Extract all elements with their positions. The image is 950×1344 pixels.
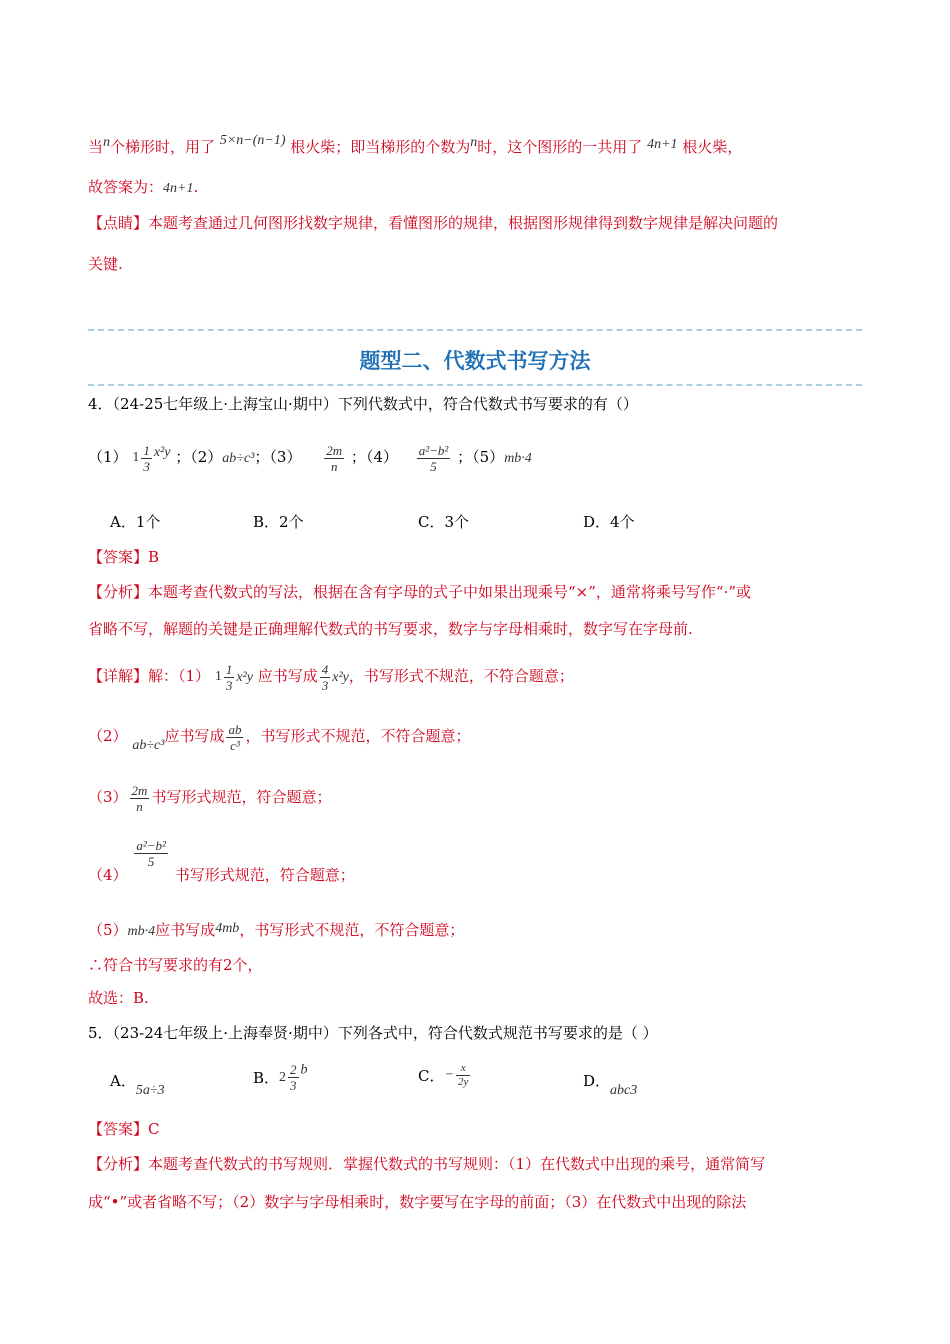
math-term: x²y <box>332 670 349 685</box>
separator: ； <box>254 448 270 466</box>
q4-option-d[interactable]: D．4个 <box>583 513 635 531</box>
denominator: 3 <box>290 1078 297 1093</box>
text: 当 <box>88 138 104 156</box>
option-c-fraction <box>456 1062 470 1089</box>
numerator: 2m <box>326 442 343 458</box>
text: ，书写形式不规范，不符合题意； <box>245 727 471 745</box>
q4-detail-4 <box>88 838 862 892</box>
text: 关键. <box>88 255 123 273</box>
math-n: n <box>103 135 111 150</box>
item1-expression <box>132 435 139 481</box>
section-divider-top <box>88 329 862 331</box>
math-expression: 4mb <box>215 921 240 936</box>
detail-2-fix-fraction <box>226 722 243 753</box>
denominator: n <box>136 798 143 814</box>
q4-analysis-1 <box>88 581 862 603</box>
q4-items <box>88 430 862 476</box>
minus-sign: − <box>444 1067 454 1083</box>
separator: ； <box>457 448 473 466</box>
numerator: a²−b² <box>418 442 449 458</box>
text: 应书写成 <box>155 921 216 939</box>
text: 书写形式规范，符合题意； <box>151 788 332 806</box>
text: 故答案为： <box>88 178 164 196</box>
detail-1-fix-fraction <box>320 662 331 693</box>
text: 个梯形时，用了 <box>110 138 216 156</box>
numerator: 1 <box>143 442 150 458</box>
q4-stem: 4．（24-25七年级上·上海宝山·期中）下列代数式中，符合代数式书写要求的有（） <box>88 395 638 413</box>
math-n: n <box>470 135 478 150</box>
text: 本题考查代数式的写法，根据在含有字母的式子中如果出现乘号“×”，通常将乘号写作“·”或 <box>148 583 752 601</box>
detail-1-fraction <box>224 662 235 693</box>
separator: ； <box>350 448 366 466</box>
separator: ； <box>175 448 191 466</box>
numerator: 2m <box>131 782 148 798</box>
math-expression: 5a÷3 <box>135 1083 165 1098</box>
math-expression: ab÷c³ <box>132 738 165 753</box>
q4-detail-2 <box>88 714 862 758</box>
item-label: （2） <box>190 448 223 466</box>
analysis-tag: 【分析】 <box>88 1155 149 1173</box>
text: 根火柴， <box>682 138 743 156</box>
item4-fraction <box>417 443 451 474</box>
math-term: b <box>300 1062 308 1078</box>
math-term: x²y <box>236 670 253 685</box>
text: 时，这个图形的一共用了 <box>477 138 643 156</box>
option-b-fraction <box>288 1062 299 1093</box>
item-label: （4） <box>365 448 398 466</box>
text: 书写形式规范，符合题意； <box>174 866 355 884</box>
math-expression: mb·4 <box>127 924 156 939</box>
q4-answer <box>88 546 862 568</box>
section-title: 题型二、代数式书写方法 <box>359 349 591 373</box>
item3-fraction <box>324 443 344 474</box>
denominator: 2y <box>457 1076 469 1088</box>
math-expression: 4n+1 <box>647 137 678 152</box>
q4-option-c[interactable]: C．3个 <box>418 513 470 531</box>
text: ，书写形式不规范，不符合题意； <box>348 667 574 685</box>
item-label: （3） <box>269 448 302 466</box>
q4-analysis-2: 省略不写，解题的关键是正确理解代数式的书写要求，数字与字母相乘时，数字写在字母前. <box>88 620 693 638</box>
denominator: 3 <box>321 677 329 693</box>
q5-option-a[interactable] <box>110 1070 165 1099</box>
option-label: C． <box>418 1067 445 1085</box>
option-label: D． <box>583 1072 611 1090</box>
text: 应书写成 <box>164 727 225 745</box>
mixed-whole: 2 <box>279 1069 287 1085</box>
numerator: ab <box>228 721 242 737</box>
denominator: c³ <box>230 737 240 753</box>
q4-detail-3 <box>88 775 862 819</box>
mixed-whole: 1 <box>132 450 140 465</box>
text: 解：（1） <box>148 667 211 685</box>
answer-value: B <box>148 548 160 566</box>
item5-expression: mb·4 <box>504 451 532 466</box>
denominator: 3 <box>143 458 150 474</box>
denominator: n <box>330 458 338 474</box>
item-label: （5） <box>472 448 505 466</box>
text: 本题考查通过几何图形找数字规律，看懂图形的规律，根据图形规律得到数字规律是解决问题的 <box>148 214 779 232</box>
math-expression: 4n+1 <box>163 181 194 196</box>
math-term: x²y <box>153 445 171 460</box>
math-expression: abc3 <box>610 1083 638 1098</box>
text: ，书写形式不规范，不符合题意； <box>239 921 465 939</box>
numerator: 1 <box>225 661 233 677</box>
q5-stem: 5．（23-24七年级上·上海奉贤·期中）下列各式中，符合代数式规范书写要求的是（ ） <box>88 1024 658 1042</box>
numerator: a²−b² <box>136 838 166 853</box>
answer-tag: 【答案】 <box>88 548 149 566</box>
numerator: 4 <box>321 661 329 677</box>
answer-value: C <box>148 1120 160 1138</box>
item-label: （1） <box>88 448 128 466</box>
denominator: 5 <box>430 458 437 474</box>
q4-conclusion: ∴符合书写要求的有2个， <box>88 956 263 974</box>
comment-tag: 【点睛】 <box>88 214 149 232</box>
q5-option-d[interactable] <box>583 1070 637 1099</box>
denominator: 5 <box>147 854 155 869</box>
q4-choose: 故选：B. <box>88 989 149 1007</box>
detail-tag: 【详解】 <box>88 667 149 685</box>
option-label: B． <box>253 1069 280 1087</box>
q5-option-b[interactable] <box>253 1062 308 1093</box>
answer-tag: 【答案】 <box>88 1120 149 1138</box>
detail-3-fraction <box>130 783 150 814</box>
option-label: A． <box>110 1072 136 1090</box>
math-expression: 5×n−(n−1) <box>219 133 286 148</box>
comment-line-2 <box>88 253 862 275</box>
text: （4） <box>88 866 128 884</box>
numerator: x <box>456 1062 470 1076</box>
solution-line-1 <box>88 130 862 158</box>
numerator: 2 <box>290 1062 297 1077</box>
q5-answer <box>88 1118 862 1140</box>
text: 本题考查代数式的书写规则．掌握代数式的书写规则：（1）在代数式中出现的乘号，通常简写 <box>148 1155 766 1173</box>
analysis-tag: 【分析】 <box>88 583 149 601</box>
mixed-whole: 1 <box>214 669 222 684</box>
q4-option-b[interactable]: B．2个 <box>253 513 304 531</box>
section-divider-bottom <box>88 384 862 386</box>
q5-analysis-2: 成“•”或者省略不写；（2）数字与字母相乘时，数字要写在字母的前面；（3）在代数式中出现的除法 <box>88 1193 747 1211</box>
text: （5） <box>88 921 128 939</box>
text: . <box>193 178 199 196</box>
text: 应书写成 <box>257 667 318 685</box>
text: （3） <box>88 788 128 806</box>
q4-detail-5 <box>88 918 862 943</box>
text: 根火柴；即当梯形的个数为 <box>290 138 471 156</box>
detail-4-fraction <box>134 838 168 869</box>
q5-option-c[interactable] <box>418 1062 472 1089</box>
denominator: 3 <box>225 677 233 693</box>
q4-option-a[interactable]: A．1个 <box>110 513 161 531</box>
item2-expression: ab÷c³ <box>222 451 255 466</box>
q4-detail-1 <box>88 656 862 696</box>
solution-line-2 <box>88 176 862 200</box>
text: （2） <box>88 727 128 745</box>
comment-line-1 <box>88 212 862 234</box>
item1-fraction <box>141 443 152 474</box>
q5-analysis-1 <box>88 1153 862 1175</box>
